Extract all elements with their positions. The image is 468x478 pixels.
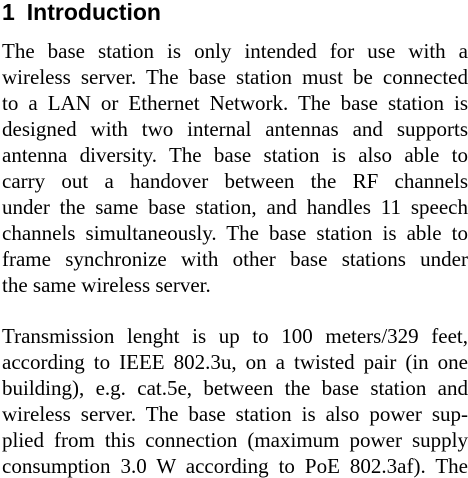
text-line: under the same base station, and handles 11 speech bbox=[2, 195, 468, 219]
text-line: wireless server. The base station is also power sup- bbox=[2, 402, 468, 426]
text-line: to a LAN or Ethernet Network. The base station is bbox=[2, 91, 468, 115]
text-line: consumption 3.0 W according to PoE 802.3af). The bbox=[2, 454, 468, 478]
section-number: 1 bbox=[2, 0, 15, 25]
text-line: according to IEEE 802.3u, on a twisted pair (in one bbox=[2, 350, 468, 374]
intro-paragraph bbox=[2, 38, 468, 298]
text-line: channels simultaneously. The base station is able to bbox=[2, 221, 468, 245]
text-line: the same wireless server. bbox=[2, 273, 211, 297]
text-line: wireless server. The base station must be connected bbox=[2, 65, 468, 89]
text-line: designed with two internal antennas and supports bbox=[2, 117, 468, 141]
section-heading bbox=[2, 0, 161, 27]
text-line: The base station is only intended for use with a bbox=[2, 39, 468, 63]
text-line: building), e.g. cat.5e, between the base station and bbox=[2, 376, 468, 400]
text-line: frame synchronize with other base stations under bbox=[2, 247, 468, 271]
transmission-paragraph bbox=[2, 323, 468, 478]
text-line: antenna diversity. The base station is also able to bbox=[2, 143, 468, 167]
text-line: carry out a handover between the RF channels bbox=[2, 169, 468, 193]
text-line: plied from this connection (maximum power supply bbox=[2, 428, 468, 452]
text-line: Transmission lenght is up to 100 meters/329 feet, bbox=[2, 324, 468, 348]
section-title: Introduction bbox=[26, 0, 161, 25]
